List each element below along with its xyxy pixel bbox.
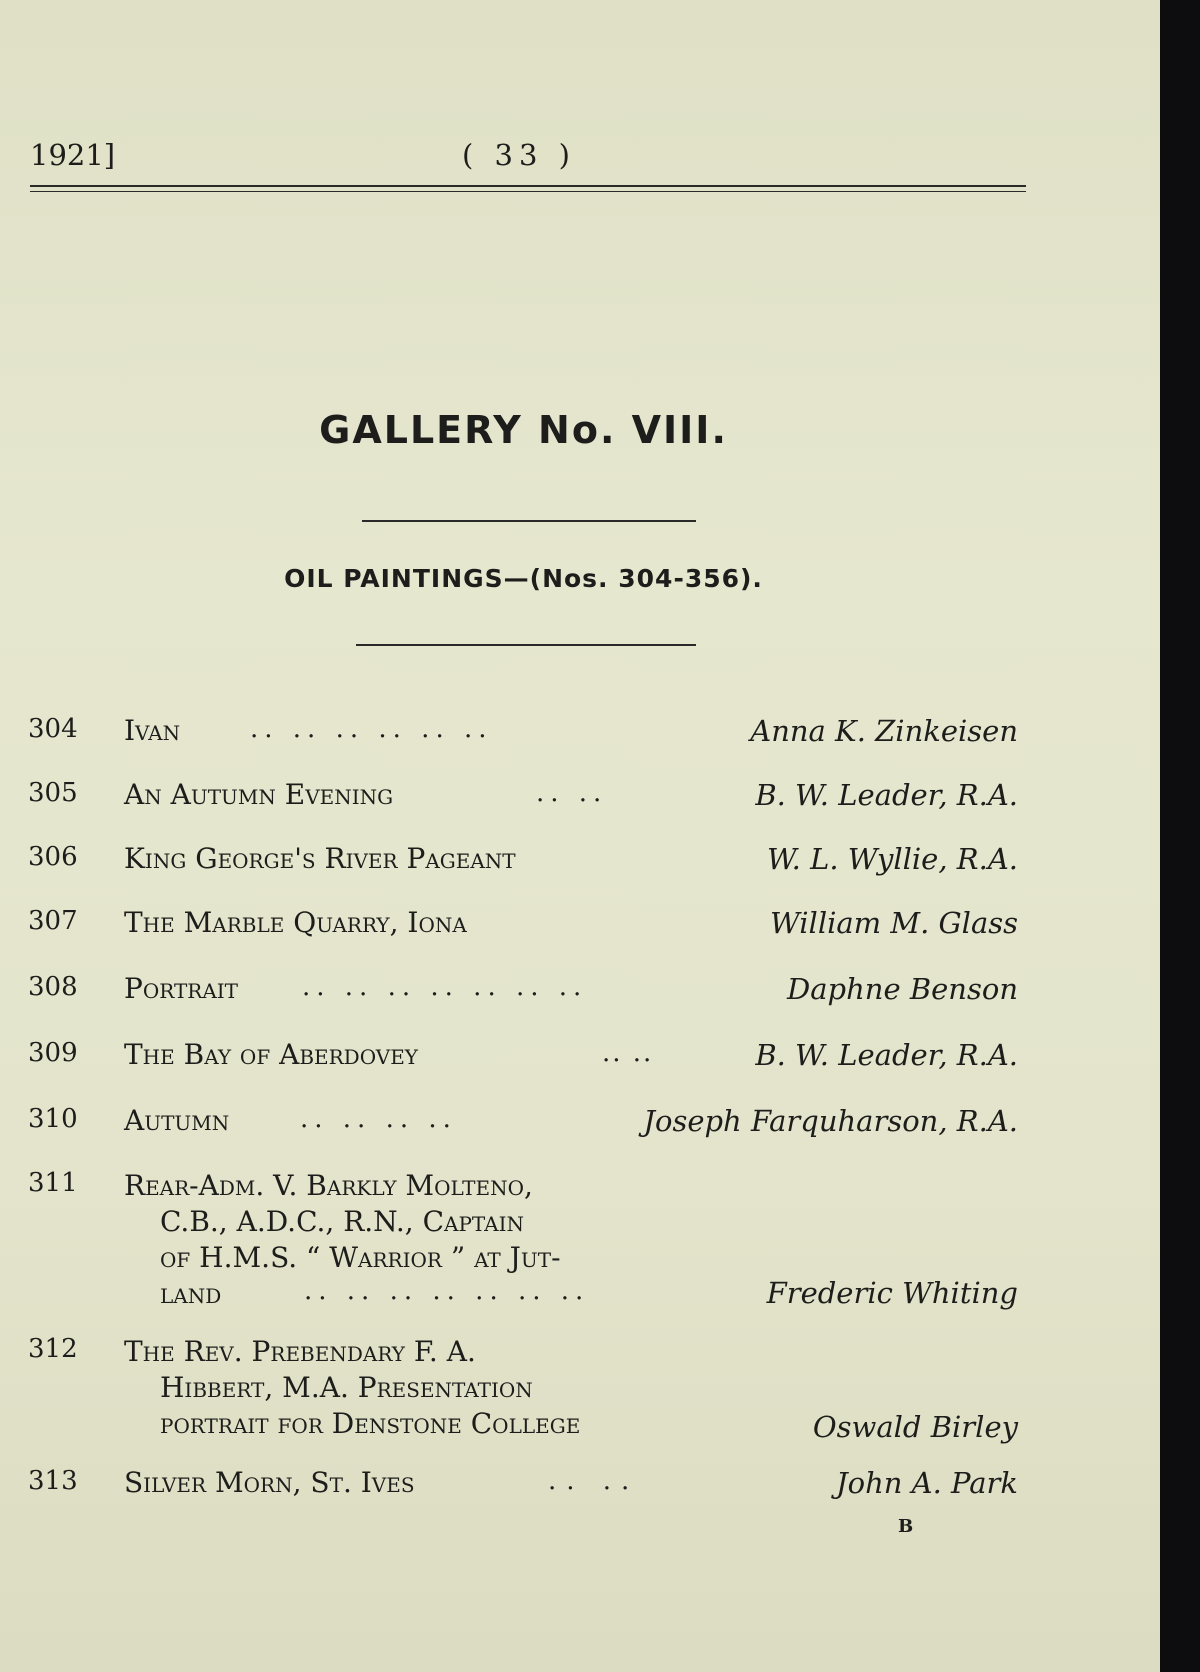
entry-number: 311 xyxy=(28,1168,78,1198)
gallery-title: GALLERY No. VIII. xyxy=(319,408,728,452)
entry-artist: B. W. Leader, R.A. xyxy=(755,778,1018,812)
entry-artist: Oswald Birley xyxy=(812,1410,1018,1444)
title-line: C.B., A.D.C., R.N., Captain xyxy=(160,1205,525,1238)
entry-number: 305 xyxy=(28,778,78,808)
book-edge xyxy=(1160,0,1200,1672)
entry-number: 307 xyxy=(28,906,78,936)
title-line: of H.M.S. “ Warrior ” at Jut- xyxy=(160,1241,561,1274)
title-line: Hibbert, M.A. Presentation xyxy=(160,1371,533,1404)
title-line: land xyxy=(160,1277,222,1310)
entry-title: Portrait xyxy=(124,972,239,1005)
entry-title: The Marble Quarry, Iona xyxy=(124,906,467,939)
dot-leaders: .. .. xyxy=(602,1038,654,1068)
dot-leaders: .. .. xyxy=(548,1466,640,1496)
dot-leaders: .. .. xyxy=(536,778,608,808)
page-number: ( 33 ) xyxy=(462,138,576,172)
dot-leaders: .. .. .. .. .. .. .. xyxy=(302,972,588,1002)
section-rule xyxy=(356,644,696,646)
dot-leaders: .. .. .. .. .. .. .. xyxy=(304,1276,590,1306)
running-year: 1921] xyxy=(30,138,116,172)
entry-artist: B. W. Leader, R.A. xyxy=(755,1038,1018,1072)
title-line: portrait for Denstone College xyxy=(160,1407,581,1440)
entry-artist: Anna K. Zinkeisen xyxy=(750,714,1018,748)
entry-artist: Frederic Whiting xyxy=(766,1276,1018,1310)
entry-title: King George's River Pageant xyxy=(124,842,516,875)
entry-number: 310 xyxy=(28,1104,78,1134)
entry-artist: W. L. Wyllie, R.A. xyxy=(766,842,1018,876)
entry-artist: Joseph Farquharson, R.A. xyxy=(643,1104,1018,1138)
section-title: OIL PAINTINGS—(Nos. 304-356). xyxy=(284,564,763,593)
entry-number: 306 xyxy=(28,842,78,872)
entry-title: Ivan xyxy=(124,714,181,747)
dot-leaders: .. .. .. .. .. .. xyxy=(250,714,493,744)
entry-title: An Autumn Evening xyxy=(124,778,394,811)
title-rule xyxy=(362,520,696,522)
running-head xyxy=(30,138,1030,182)
entry-title: Silver Morn, St. Ives xyxy=(124,1466,415,1499)
dot-leaders: .. .. .. .. xyxy=(300,1104,457,1134)
catalogue-entry xyxy=(28,1168,1018,1318)
entry-number: 308 xyxy=(28,972,78,1002)
entry-artist: Daphne Benson xyxy=(786,972,1018,1006)
header-rule xyxy=(30,185,1026,192)
entry-title: Autumn xyxy=(124,1104,230,1137)
catalogue-entry xyxy=(28,1334,1018,1454)
title-line: Rear-Adm. V. Barkly Molteno, xyxy=(124,1169,533,1202)
entry-artist: William M. Glass xyxy=(769,906,1018,940)
title-line: The Rev. Prebendary F. A. xyxy=(124,1335,476,1368)
entry-title: The Bay of Aberdovey xyxy=(124,1038,419,1071)
entry-artist: John A. Park xyxy=(836,1466,1018,1500)
entry-title xyxy=(124,1334,736,1442)
entry-number: 304 xyxy=(28,714,78,744)
entry-number: 312 xyxy=(28,1334,78,1364)
entry-number: 313 xyxy=(28,1466,78,1496)
signature-mark: B xyxy=(898,1516,914,1537)
entry-number: 309 xyxy=(28,1038,78,1068)
